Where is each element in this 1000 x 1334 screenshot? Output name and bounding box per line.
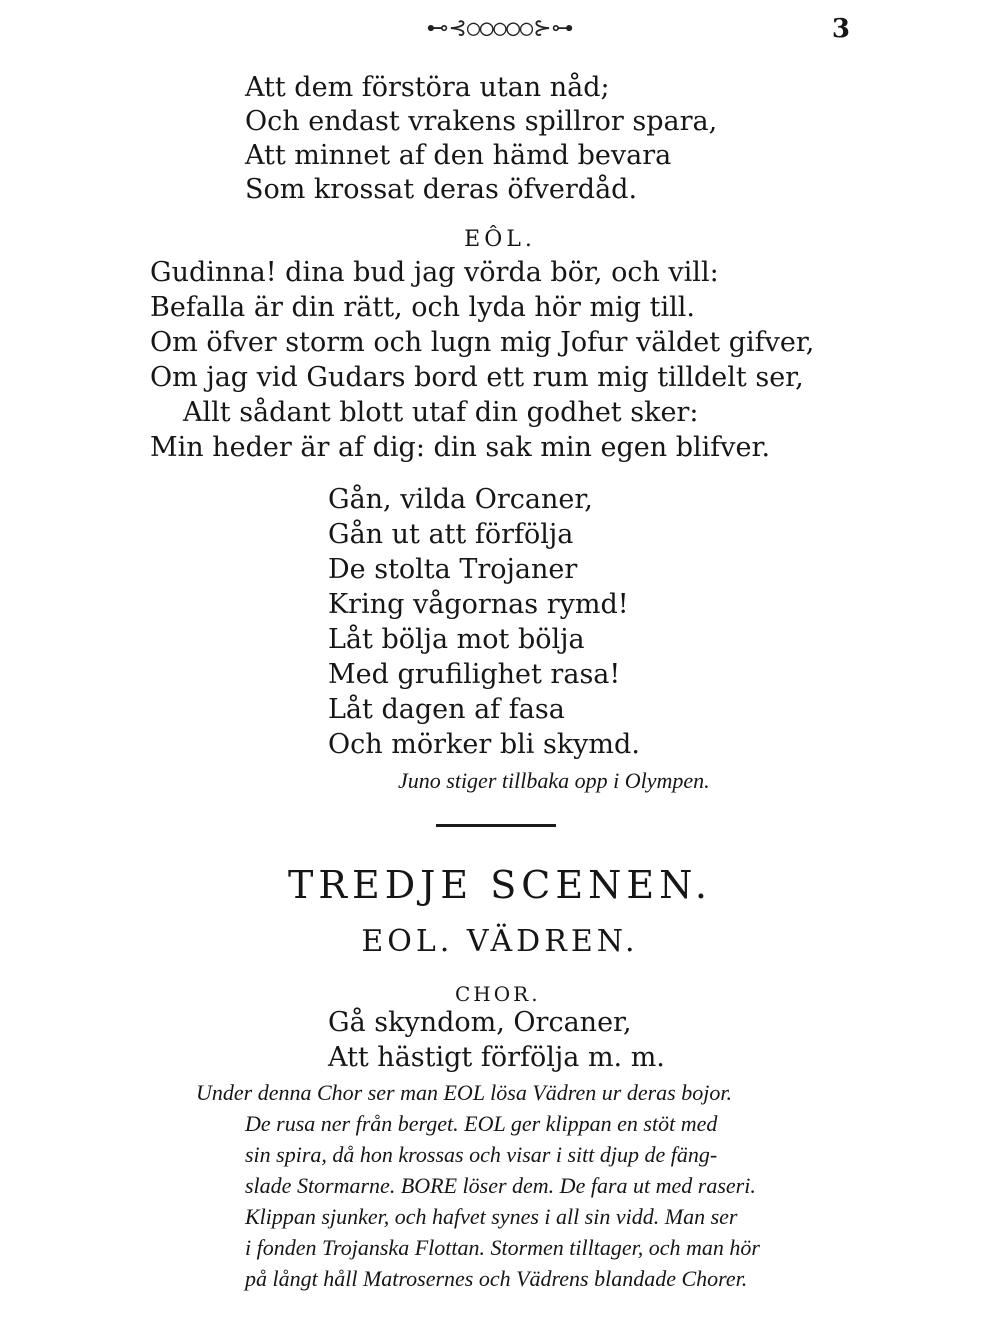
verse-line: Om jag vid Gudars bord ett rum mig tilldelt ser, [150,362,804,393]
verse-line: Att dem förstöra utan nåd; [245,72,610,103]
verse-line: Och endast vrakens spillror spara, [245,106,718,137]
verse-line: Min heder är af dig: din sak min egen blifver. [150,432,771,463]
verse-line: De stolta Trojaner [328,554,578,585]
verse-line: Befalla är din rätt, och lyda hör mig till. [150,292,695,323]
verse-line: Gudinna! dina bud jag vörda bör, och vill: [150,257,719,288]
verse-line: Kring vågornas rymd! [328,589,629,620]
verse-line: Om öfver storm och lugn mig Jofur väldet gifver, [150,327,815,358]
verse-line: Allt sådant blott utaf din godhet sker: [183,397,699,428]
speaker-label: EÔL. [464,227,536,252]
stage-direction-line: De rusa ner från berget. EOL ger klippan en stöt med [245,1111,718,1136]
stage-direction-line: i fonden Trojanska Flottan. Stormen tilltager, och man hör [245,1235,760,1260]
stage-direction-line: Klippan sjunker, och hafvet synes i all sin vidd. Man ser [245,1204,738,1229]
verse-line: Och mörker bli skymd. [328,729,640,760]
verse-line: Att minnet af den hämd bevara [245,140,672,171]
stage-direction-line: sin spira, då hon krossas och visar i sitt djup de fäng- [245,1142,718,1167]
stage-direction-line: Under denna Chor ser man EOL lösa Vädren ur deras bojor. [196,1080,732,1105]
verse-line: Låt dagen af fasa [328,694,565,725]
stage-direction: Juno stiger tillbaka opp i Olympen. [398,768,710,793]
scene-title: TREDJE SCENEN. [288,863,712,907]
stage-direction-line: slade Stormarne. BORE löser dem. De fara ut med raseri. [245,1173,756,1198]
chorus-label: CHOR. [455,982,541,1006]
verse-line: Låt bölja mot bölja [328,624,585,655]
verse-line: Gå skyndom, Orcaner, [328,1007,632,1038]
verse-line: Som krossat deras öfverdåd. [245,174,638,205]
verse-line: Med grufilighet rasa! [328,659,621,690]
page-number: 3 [831,14,850,44]
verse-line: Att hästigt förfölja m. m. [328,1042,665,1073]
ornament-header: ⊷⊰○◯○◯○⊱⊶ [426,16,574,41]
section-divider [436,824,556,827]
scene-characters: EOL. VÄDREN. [361,924,639,959]
verse-line: Gån, vilda Orcaner, [328,484,593,515]
verse-line: Gån ut att förfölja [328,519,574,550]
stage-direction-line: på långt håll Matrosernes och Vädrens blandade Chorer. [245,1266,748,1291]
